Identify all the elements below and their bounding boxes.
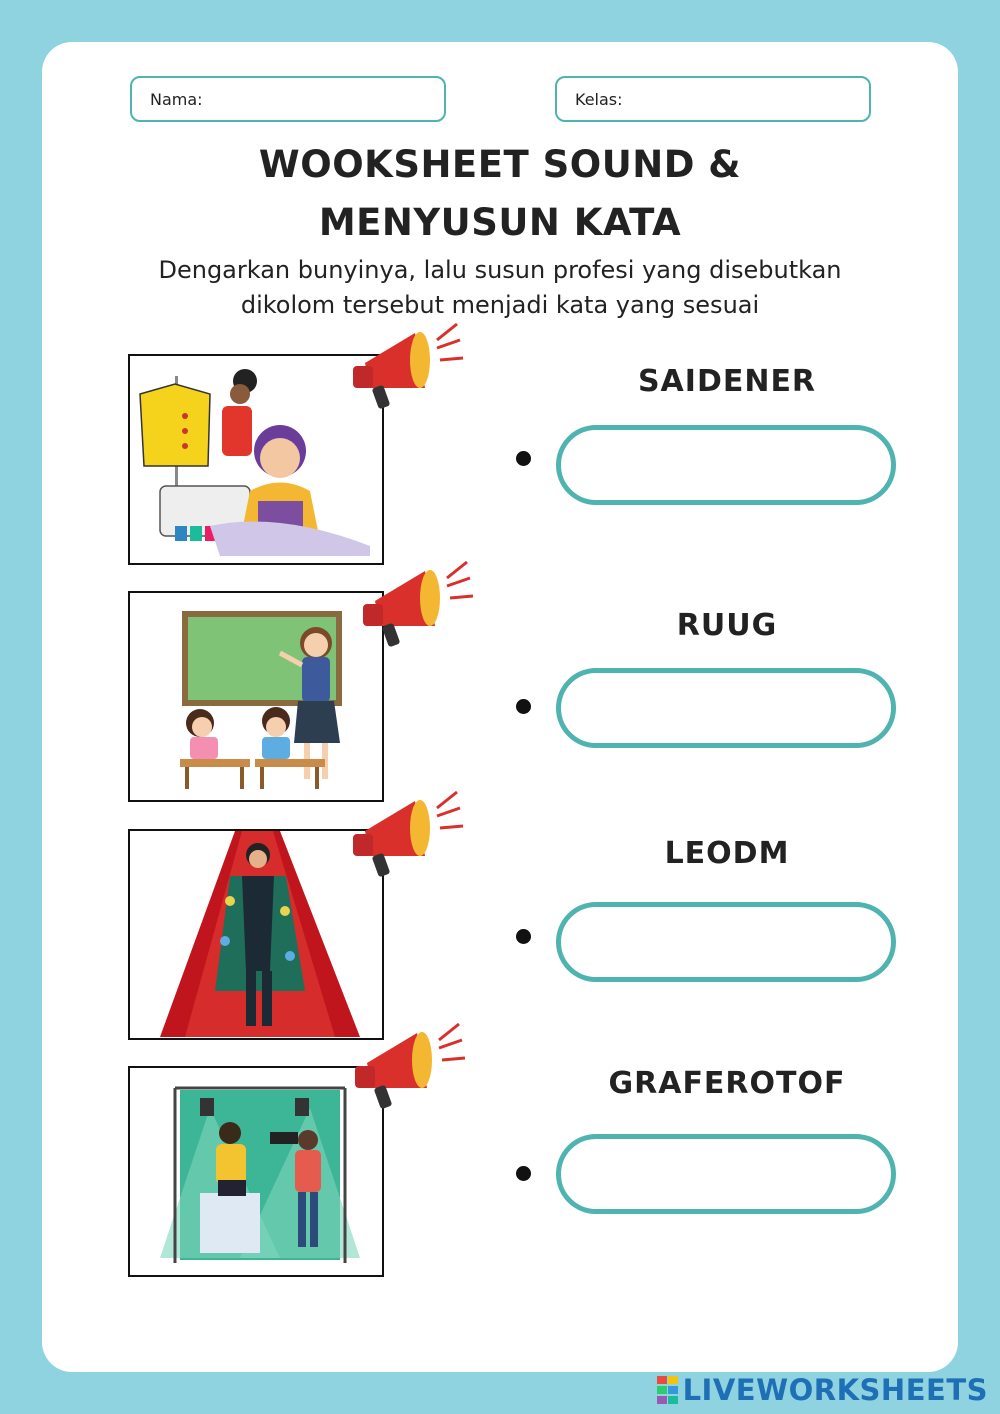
answer-box-2[interactable]	[556, 668, 896, 748]
class-field[interactable]	[555, 76, 871, 122]
answer-box-4[interactable]	[556, 1134, 896, 1214]
scrambled-word-2: RUUG	[676, 608, 778, 643]
bullet-dot	[516, 451, 531, 466]
megaphone-icon[interactable]	[345, 318, 465, 418]
class-label: Kelas:	[575, 90, 623, 109]
liveworksheets-logo-icon	[657, 1376, 679, 1404]
teacher-classroom-icon	[128, 591, 384, 802]
megaphone-icon[interactable]	[345, 786, 465, 886]
liveworksheets-logo[interactable]	[657, 1372, 988, 1408]
answer-box-1[interactable]	[556, 425, 896, 505]
bullet-dot	[516, 1166, 531, 1181]
megaphone-icon[interactable]	[355, 556, 475, 656]
megaphone-icon[interactable]	[347, 1018, 467, 1118]
bullet-dot	[516, 929, 531, 944]
answer-box-3[interactable]	[556, 902, 896, 982]
brand-name: LIVEWORKSHEETS	[682, 1373, 988, 1407]
scrambled-word-4: GRAFEROTOF	[608, 1066, 846, 1101]
name-field[interactable]	[130, 76, 446, 122]
scrambled-word-1: SAIDENER	[637, 364, 817, 399]
title-line-1: WOOKSHEET SOUND &	[258, 143, 742, 186]
instruction-line-1: Dengarkan bunyinya, lalu susun profesi yang disebutkan	[158, 256, 842, 284]
instruction-line-2: dikolom tersebut menjadi kata yang sesuai	[240, 291, 760, 319]
scrambled-word-3: LEODM	[664, 836, 790, 871]
bullet-dot	[516, 699, 531, 714]
title-line-2: MENYUSUN KATA	[318, 201, 682, 244]
photographer-studio-icon	[128, 1066, 384, 1277]
name-label: Nama:	[150, 90, 203, 109]
